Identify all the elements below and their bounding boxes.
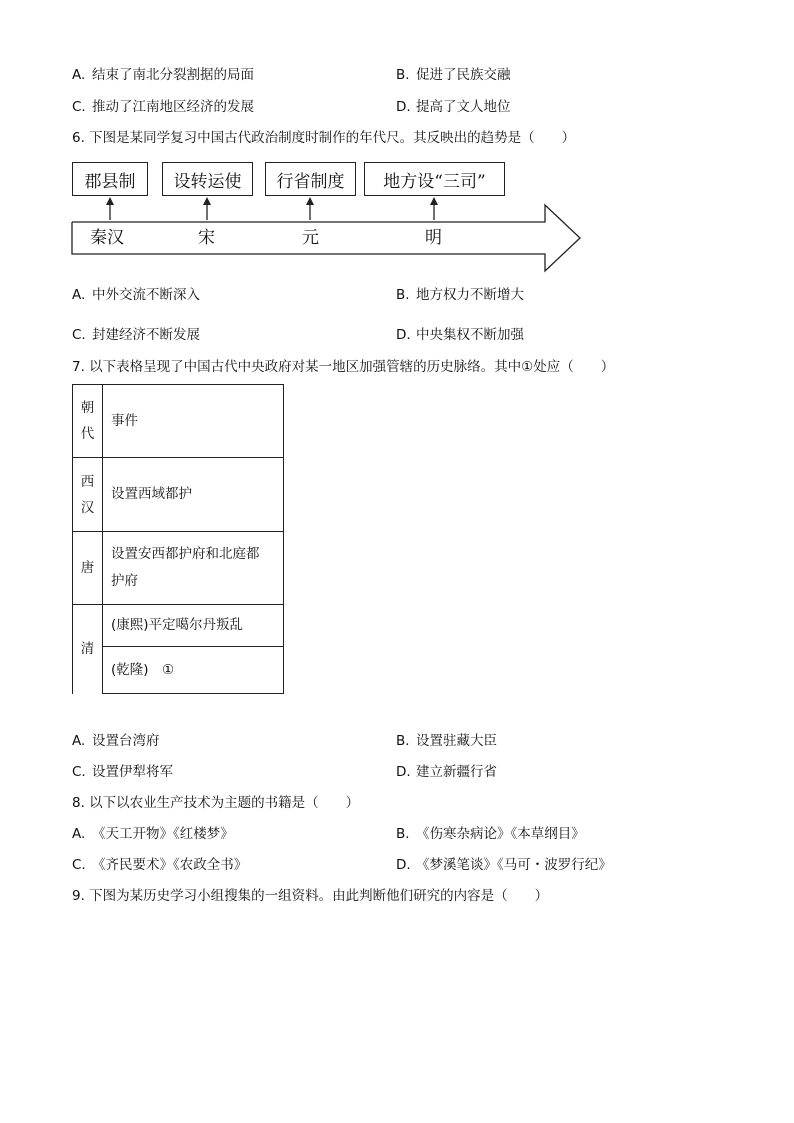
q6-option-d: D. 中央集权不断加强 [396,327,524,343]
timeline-box-4: 地方设“三司” [364,162,505,196]
timeline-box-3: 行省制度 [265,162,356,196]
q5-option-b: B. 促进了民族交融 [396,67,511,83]
table-cell-dynasty: 清 [73,605,103,694]
q8-option-d: D. 《梦溪笔谈》《马可・波罗行纪》 [396,857,612,873]
table-cell-dynasty: 西 汉 [73,458,103,532]
table-row [73,605,284,647]
table-row [73,647,284,694]
table-cell-dynasty: 唐 [73,532,103,605]
timeline-era-4: 明 [425,228,442,248]
q6-option-b: B. 地方权力不断增大 [396,287,524,303]
timeline-era-2: 宋 [198,228,215,248]
q8-option-a: A. 《天工开物》《红楼梦》 [72,826,234,842]
q8-option-b: B. 《伤寒杂病论》《本草纲目》 [396,826,585,842]
q7-history-table [72,384,284,694]
q5-option-c: C. 推动了江南地区经济的发展 [72,99,254,115]
table-header-dynasty: 朝 代 [73,385,103,458]
timeline-box-2: 设转运使 [162,162,253,196]
timeline-era-3: 元 [302,228,319,248]
timeline-box-1: 郡县制 [72,162,148,196]
q6-option-a: A. 中外交流不断深入 [72,287,200,303]
table-row [73,532,284,605]
q6-stem: 6. 下图是某同学复习中国古代政治制度时制作的年代尺。其反映出的趋势是（ ） [72,130,576,146]
q8-option-c: C. 《齐民要术》《农政全书》 [72,857,248,873]
q7-option-d: D. 建立新疆行省 [396,764,497,780]
q7-stem: 7. 以下表格呈现了中国古代中央政府对某一地区加强管辖的历史脉络。其中①处应（ ） [72,359,615,375]
table-cell-event: 设置安西都护府和北庭都 护府 [103,532,284,605]
q7-option-c: C. 设置伊犁将军 [72,764,173,780]
timeline-era-1: 秦汉 [90,228,124,248]
q5-option-a: A. 结束了南北分裂割据的局面 [72,67,254,83]
q9-stem: 9. 下图为某历史学习小组搜集的一组资料。由此判断他们研究的内容是（ ） [72,888,549,904]
table-cell-event: 设置西域都护 [103,458,284,532]
q8-stem: 8. 以下以农业生产技术为主题的书籍是（ ） [72,795,360,811]
table-cell-event: (康熙)平定噶尔丹叛乱 [103,605,284,647]
table-header-event: 事件 [103,385,284,458]
q7-option-a: A. 设置台湾府 [72,733,160,749]
table-row [73,458,284,532]
q6-option-c: C. 封建经济不断发展 [72,327,200,343]
q5-option-d: D. 提高了文人地位 [396,99,511,115]
q7-option-b: B. 设置驻藏大臣 [396,733,497,749]
table-cell-event: (乾隆) ① [103,647,284,694]
table-header-row [73,385,284,458]
